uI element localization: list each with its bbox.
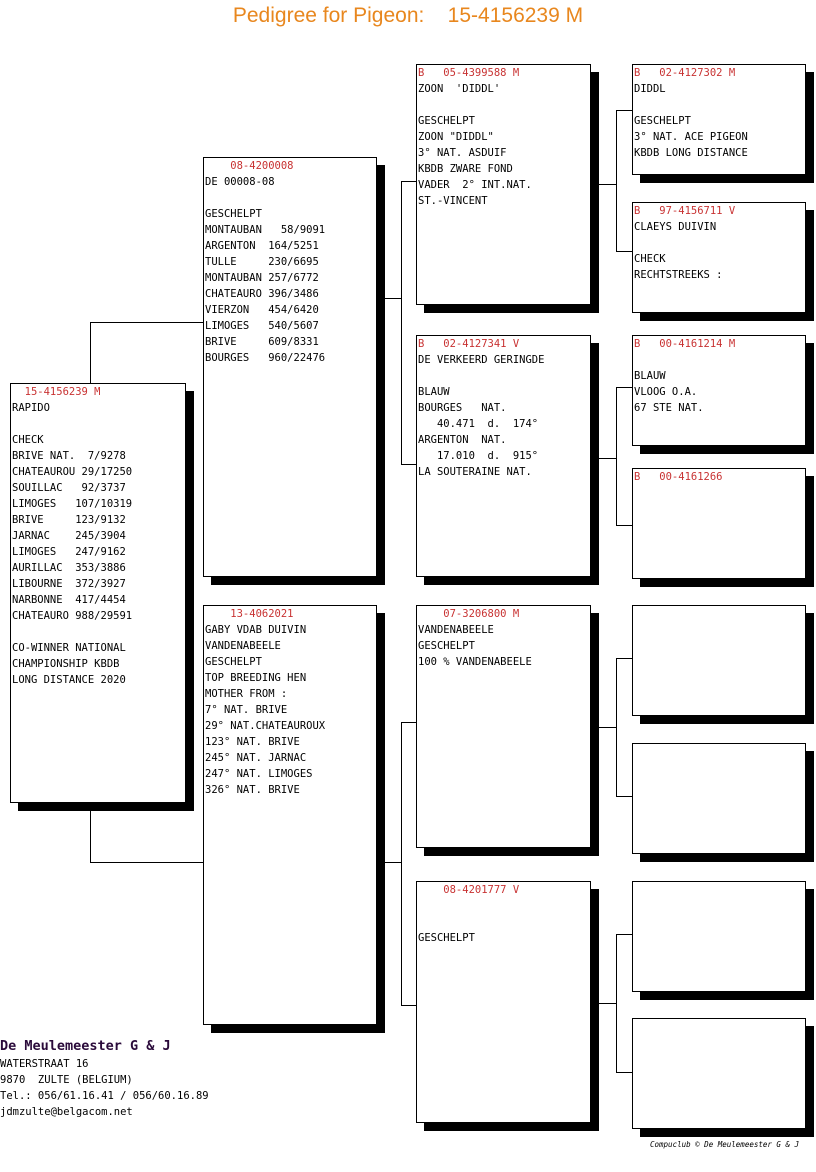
ring-number: 08-4200008 bbox=[205, 160, 294, 172]
pigeon-card-empty[interactable] bbox=[632, 605, 806, 716]
pigeon-info-line: 17.010 d. 915° bbox=[418, 450, 539, 462]
pigeon-info-line: GESCHELPT bbox=[205, 208, 262, 220]
pigeon-info-line: CHECK bbox=[12, 434, 44, 446]
pigeon-info-line: ZOON "DIDDL" bbox=[418, 131, 494, 143]
connector bbox=[401, 722, 417, 723]
connector bbox=[616, 934, 633, 935]
pigeon-card-sire-dam[interactable] bbox=[416, 335, 591, 577]
pigeon-info-line: ZOON 'DIDDL' bbox=[418, 83, 501, 95]
ring-number: B 97-4156711 V bbox=[634, 205, 736, 217]
pigeon-info-line: BRIVE 609/8331 bbox=[205, 336, 319, 348]
pigeon-info-line: BOURGES 960/22476 bbox=[205, 352, 326, 364]
pigeon-info-line: GESCHELPT bbox=[418, 115, 475, 127]
copyright: Compuclub © De Meulemeester G & J bbox=[650, 1140, 800, 1149]
connector bbox=[616, 387, 633, 388]
connector bbox=[616, 110, 617, 251]
pigeon-info-line: BOURGES NAT. bbox=[418, 402, 507, 414]
connector bbox=[90, 810, 91, 863]
ring-number: B 02-4127341 V bbox=[418, 338, 520, 350]
pigeon-info-line: CHECK bbox=[634, 253, 666, 265]
pigeon-info-line: GESCHELPT bbox=[418, 640, 475, 652]
pigeon-info-line: BRIVE 123/9132 bbox=[12, 514, 126, 526]
pigeon-card-empty[interactable] bbox=[632, 881, 806, 992]
connector bbox=[384, 298, 401, 299]
pigeon-info-line: LIMOGES 247/9162 bbox=[12, 546, 126, 558]
pigeon-info-line: 40.471 d. 174° bbox=[418, 418, 539, 430]
breeder-email[interactable]: jdmzulte@belgacom.net bbox=[0, 1106, 133, 1118]
ring-number: B 00-4161214 M bbox=[634, 338, 736, 350]
pigeon-card-dam[interactable] bbox=[203, 605, 377, 1025]
connector bbox=[384, 862, 401, 863]
ring-number: B 02-4127302 M bbox=[634, 67, 736, 79]
ring-number: B 05-4399588 M bbox=[418, 67, 520, 79]
pigeon-card-dam-dam[interactable] bbox=[416, 881, 591, 1123]
pigeon-info-line: MOTHER FROM : bbox=[205, 688, 288, 700]
pigeon-info-line: ARGENTON 164/5251 bbox=[205, 240, 319, 252]
connector bbox=[616, 525, 633, 526]
breeder-city: 9870 ZULTE (BELGIUM) bbox=[0, 1074, 133, 1086]
pigeon-info-line: 3° NAT. ACE PIGEON bbox=[634, 131, 748, 143]
pigeon-info-line: MONTAUBAN 58/9091 bbox=[205, 224, 326, 236]
pigeon-info-line: LIBOURNE 372/3927 bbox=[12, 578, 126, 590]
pigeon-card-subject[interactable] bbox=[10, 383, 186, 803]
pigeon-info-line: CLAEYS DUIVIN bbox=[634, 221, 717, 233]
pigeon-info-line bbox=[634, 235, 805, 251]
pigeon-card-ggp-1[interactable] bbox=[632, 64, 806, 175]
connector bbox=[616, 658, 633, 659]
pigeon-info-line: ARGENTON NAT. bbox=[418, 434, 507, 446]
ring-number: 07-3206800 M bbox=[418, 608, 520, 620]
pigeon-info-line bbox=[634, 352, 805, 368]
pigeon-info-line: SOUILLAC 92/3737 bbox=[12, 482, 126, 494]
pigeon-card-ggp-2[interactable] bbox=[632, 202, 806, 313]
pigeon-info-line: 29° NAT.CHATEAUROUX bbox=[205, 720, 326, 732]
pigeon-info-line bbox=[418, 97, 590, 113]
connector bbox=[90, 322, 204, 323]
pigeon-info-line: JARNAC 245/3904 bbox=[12, 530, 126, 542]
pigeon-card-ggp-4[interactable] bbox=[632, 468, 806, 579]
ring-number: 13-4062021 bbox=[205, 608, 294, 620]
pigeon-info-line: GESCHELPT bbox=[418, 932, 475, 944]
pigeon-info-line: AURILLAC 353/3886 bbox=[12, 562, 126, 574]
connector bbox=[616, 110, 633, 111]
connector bbox=[401, 181, 402, 464]
pigeon-info-line: LA SOUTERAINE NAT. bbox=[418, 466, 532, 478]
pigeon-info-line: 245° NAT. JARNAC bbox=[205, 752, 307, 764]
pigeon-info-line: ST.-VINCENT bbox=[418, 195, 488, 207]
ring-number: B 00-4161266 bbox=[634, 471, 723, 483]
pigeon-info-line: CHAMPIONSHIP KBDB bbox=[12, 658, 120, 670]
pigeon-info-line: LONG DISTANCE 2020 bbox=[12, 674, 126, 686]
pigeon-info-line bbox=[12, 416, 185, 432]
pigeon-card-sire-sire[interactable] bbox=[416, 64, 591, 305]
pigeon-info-line: NARBONNE 417/4454 bbox=[12, 594, 126, 606]
pigeon-info-line bbox=[634, 97, 805, 113]
connector bbox=[616, 934, 617, 1072]
pigeon-card-sire[interactable] bbox=[203, 157, 377, 577]
connector bbox=[598, 1003, 616, 1004]
pigeon-card-empty[interactable] bbox=[632, 743, 806, 854]
pigeon-info-line: MONTAUBAN 257/6772 bbox=[205, 272, 319, 284]
connector bbox=[616, 387, 617, 525]
pigeon-info-line: TOP BREEDING HEN bbox=[205, 672, 307, 684]
breeder-phone: Tel.: 056/61.16.41 / 056/60.16.89 bbox=[0, 1090, 209, 1102]
breeder-info bbox=[0, 1036, 209, 1120]
pigeon-info-line: KBDB ZWARE FOND bbox=[418, 163, 513, 175]
pigeon-info-line: CHATEAUROU 29/17250 bbox=[12, 466, 133, 478]
pigeon-info-line: 100 % VANDENABEELE bbox=[418, 656, 532, 668]
ring-number: 15-4156239 M bbox=[12, 386, 101, 398]
pigeon-info-line: VANDENABEELE bbox=[205, 640, 281, 652]
pigeon-card-empty[interactable] bbox=[632, 1018, 806, 1129]
pigeon-info-line: GESCHELPT bbox=[205, 656, 262, 668]
pigeon-info-line: GABY VDAB DUIVIN bbox=[205, 624, 307, 636]
pigeon-info-line: BLAUW bbox=[634, 370, 666, 382]
pigeon-info-line: VIERZON 454/6420 bbox=[205, 304, 319, 316]
connector bbox=[616, 1072, 633, 1073]
pigeon-card-ggp-3[interactable] bbox=[632, 335, 806, 446]
pigeon-info-line: VADER 2° INT.NAT. bbox=[418, 179, 532, 191]
pigeon-info-line bbox=[205, 190, 376, 206]
pigeon-info-line bbox=[418, 914, 590, 930]
pigeon-info-line: VLOOG O.A. bbox=[634, 386, 698, 398]
pigeon-info-line: DE 00008-08 bbox=[205, 176, 275, 188]
pigeon-info-line: 67 STE NAT. bbox=[634, 402, 704, 414]
pigeon-info-line: 247° NAT. LIMOGES bbox=[205, 768, 313, 780]
connector bbox=[401, 181, 417, 182]
connector bbox=[598, 727, 616, 728]
connector bbox=[90, 322, 91, 383]
connector bbox=[616, 796, 633, 797]
ring-number: 08-4201777 V bbox=[418, 884, 520, 896]
connector bbox=[616, 658, 617, 796]
pigeon-info-line: 3° NAT. ASDUIF bbox=[418, 147, 507, 159]
pigeon-info-line: RAPIDO bbox=[12, 402, 50, 414]
connector bbox=[401, 464, 417, 465]
connector bbox=[598, 458, 616, 459]
pigeon-info-line: TULLE 230/6695 bbox=[205, 256, 319, 268]
pigeon-info-line: GESCHELPT bbox=[634, 115, 691, 127]
pigeon-info-line: 7° NAT. BRIVE bbox=[205, 704, 288, 716]
pigeon-info-line: DE VERKEERD GERINGDE bbox=[418, 354, 545, 366]
pigeon-info-line: CHATEAURO 396/3486 bbox=[205, 288, 319, 300]
breeder-name: De Meulemeester G & J bbox=[0, 1038, 171, 1054]
pigeon-info-line: BLAUW bbox=[418, 386, 450, 398]
pigeon-info-line: CO-WINNER NATIONAL bbox=[12, 642, 126, 654]
page-title: Pedigree for Pigeon: 15-4156239 M bbox=[232, 4, 584, 27]
pigeon-info-line: 326° NAT. BRIVE bbox=[205, 784, 300, 796]
pigeon-info-line: VANDENABEELE bbox=[418, 624, 494, 636]
pigeon-info-line bbox=[418, 898, 590, 914]
connector bbox=[401, 1005, 417, 1006]
connector bbox=[401, 722, 402, 1005]
pigeon-info-line: LIMOGES 107/10319 bbox=[12, 498, 133, 510]
pigeon-info-line: 123° NAT. BRIVE bbox=[205, 736, 300, 748]
pigeon-info-line bbox=[12, 624, 185, 640]
pigeon-info-line: RECHTSTREEKS : bbox=[634, 269, 723, 281]
connector bbox=[616, 251, 633, 252]
pigeon-info-line: BRIVE NAT. 7/9278 bbox=[12, 450, 126, 462]
breeder-address: WATERSTRAAT 16 bbox=[0, 1058, 89, 1070]
connector bbox=[90, 862, 204, 863]
pigeon-info-line: CHATEAURO 988/29591 bbox=[12, 610, 133, 622]
pigeon-info-line: KBDB LONG DISTANCE bbox=[634, 147, 748, 159]
pigeon-info-line bbox=[418, 368, 590, 384]
pigeon-card-dam-sire[interactable] bbox=[416, 605, 591, 848]
pigeon-info-line: LIMOGES 540/5607 bbox=[205, 320, 319, 332]
pigeon-info-line: DIDDL bbox=[634, 83, 666, 95]
connector bbox=[598, 184, 616, 185]
